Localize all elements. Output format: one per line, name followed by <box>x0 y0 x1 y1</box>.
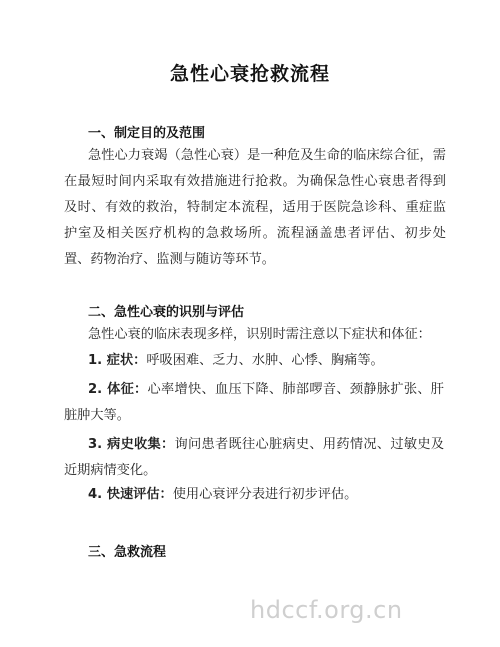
section-heading-purpose: 一、制定目的及范围 <box>88 126 206 141</box>
document-title: 急性心衰抢救流程 <box>169 63 330 85</box>
list-item-label: 2. 体征： <box>88 382 148 397</box>
section-paragraph-purpose: 急性心力衰竭（急性心衰）是一种危及生命的临床综合征，需在最短时间内采取有效措施进行抢救。为确保急性心衰患者得到及时、有效的救治，特制定本流程，适用于医院急诊科、重症监护室及相关医疗机构的急救场所。流程涵盖患者评估、初步处置、药物治疗、监测与随访等环节。 <box>64 148 446 267</box>
list-item-label: 3. 病史收集： <box>88 437 175 452</box>
list-item-symptoms <box>64 348 444 374</box>
list-item-text: 心率增快、血压下降、肺部啰音、颈静脉扩张、肝脏肿大等。 <box>64 382 444 423</box>
list-item-history <box>64 432 444 484</box>
list-item-signs <box>64 377 444 429</box>
list-item-text: 询问患者既往心脏病史、用药情况、过敏史及近期病情变化。 <box>64 437 445 478</box>
list-item-text: 呼吸困难、乏力、水肿、心悸、胸痛等。 <box>146 353 384 368</box>
watermark-text: hdccf.org.cn <box>250 596 403 624</box>
list-item-text: 使用心衰评分表进行初步评估。 <box>172 487 358 502</box>
section-paragraph-intro: 急性心衰的临床表现多样，识别时需注意以下症状和体征： <box>88 327 431 342</box>
list-item-label: 1. 症状： <box>88 353 147 368</box>
list-item-label: 4. 快速评估： <box>88 487 173 502</box>
section-heading-identification: 二、急性心衰的识别与评估 <box>88 305 245 320</box>
list-item-assessment <box>64 482 444 508</box>
section-heading-procedure: 三、急救流程 <box>88 545 167 560</box>
